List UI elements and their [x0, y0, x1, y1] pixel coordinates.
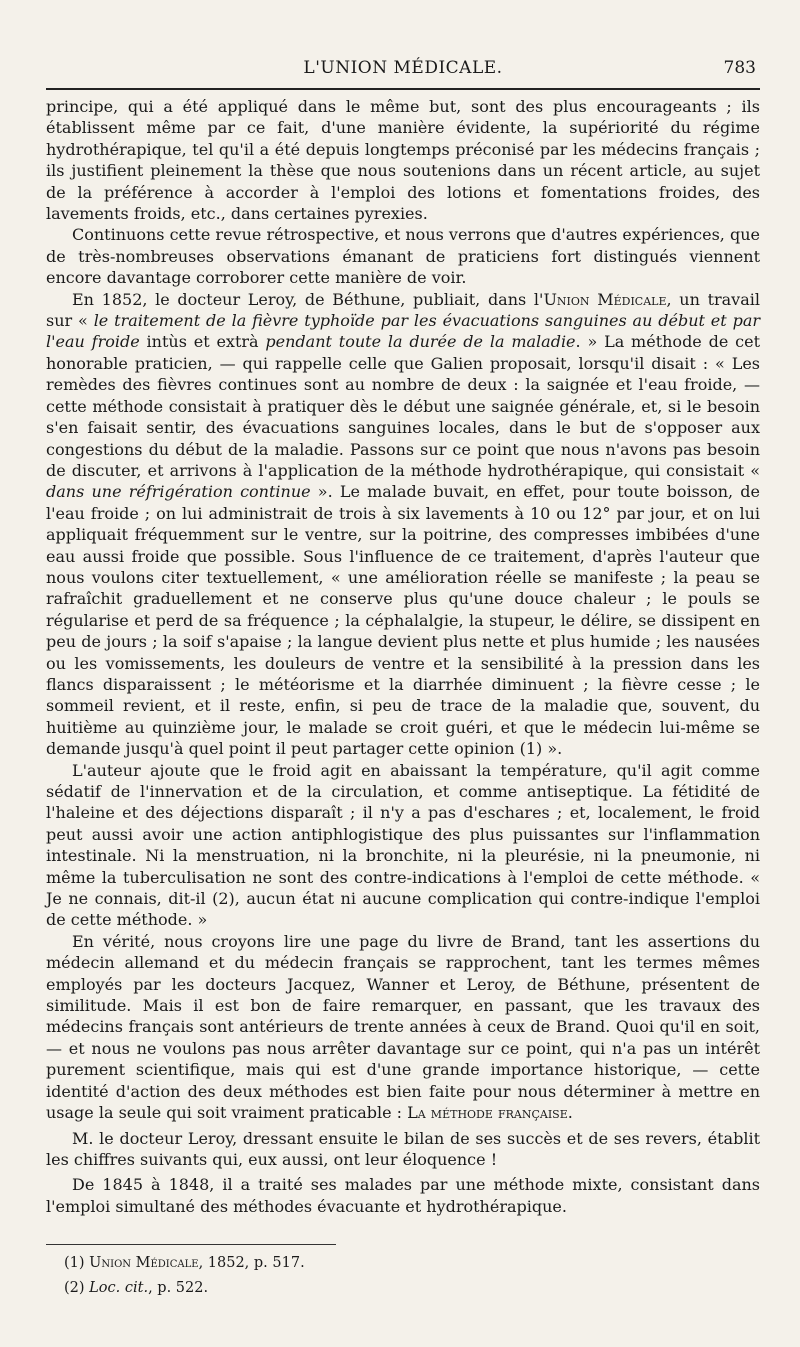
- paragraph: [46, 931, 760, 1124]
- text-segment: ». Le malade buvait, en effet, pour toute boisson, de l'eau froide ; on lui administrait de trois à six lavements à 10 ou 12° par jour, et on lui appliquait fréquemment sur le ventre, sur la poitrine, des compresses imbibées d'une eau aussi froide que possible. Sous l'influence de ce traitement, d'après l'auteur que nous voulons citer textuellement, « une amélioration réelle se manifeste ; la peau se rafraîchit graduellement et ne conserve plus qu'une douce chaleur ; le pouls se régularise et perd de sa fréquence ; la céphalalgie, la stupeur, le délire, se dissipent en peu de jours ; la soif s'apaise ; la langue devient plus nette et plus humide ; les nausées ou les vomissements, les douleurs de ventre et la sensibilité à la pression dans les flancs disparaissent ; le météorisme et la diarrhée diminuent ; la fièvre cesse ; le sommeil revient, et il reste, enfin, si peu de trace de la maladie que, souvent, du huitième au quinzième jour, le malade se croit guéri, et que le médecin lui-même se demande jusqu'à quel point il peut partager cette opinion (1) ».: [46, 482, 761, 759]
- footnote-list: [46, 1251, 760, 1301]
- text-segment: , 1852, p. 517.: [198, 1255, 305, 1271]
- text-segment: M. le docteur Leroy, dressant ensuite le bilan de ses succès et de ses revers, établit les chiffres suivants qui, eux aussi, ont leur éloquence !: [46, 1128, 760, 1169]
- footnotes: [46, 1244, 760, 1301]
- text-segment: En 1852, le docteur Leroy, de Béthune, publiait, dans l': [72, 289, 544, 309]
- text-segment: Union Médicale: [543, 289, 667, 309]
- journal-title: L'UNION MÉDICALE.: [303, 58, 503, 78]
- paragraph: [46, 96, 760, 224]
- text-segment: De 1845 à 1848, il a traité ses malades par une méthode mixte, consistant dans l'emploi simultané des méthodes évacuante et hydrothérapique.: [46, 1175, 760, 1216]
- paragraph: [46, 1128, 760, 1171]
- footnote: [64, 1251, 760, 1276]
- text-segment: dans une réfrigération continue: [46, 482, 311, 502]
- text-segment: , p. 522.: [148, 1280, 209, 1296]
- text-segment: L'auteur ajoute que le froid agit en abaissant la température, qu'il agit comme sédatif de l'innervation et de la circulation, et comme antiseptique. La fétidité de l'haleine et des déjections disparaît ; il n'y a pas d'eschares ; et, localement, le froid peut aussi avoir une action antiphlogistique des plus puissantes sur l'inflammation intestinale. Ni la menstruation, ni la bronchite, ni la pleurésie, ni la pneumonie, ni même la tuberculisation ne sont des contre-indications à l'emploi de cette méthode. « Je ne connais, dit-il (2), aucun état ni aucune complication qui contre-indique l'emploi de cette méthode. »: [46, 760, 760, 930]
- text-segment: Loc. cit.: [89, 1280, 149, 1296]
- header-rule: [46, 88, 760, 90]
- text-segment: Continuons cette revue rétrospective, et nous verrons que d'autres expériences, que de très-nombreuses observations émanant de praticiens fort distingués viennent encore davantage corroborer cette manière de voir.: [46, 225, 760, 288]
- paragraph: [46, 224, 760, 288]
- paragraph: [46, 760, 760, 931]
- running-header: [46, 56, 760, 86]
- text-segment: La méthode française: [407, 1103, 568, 1123]
- text-segment: pendant toute la durée de la maladie: [265, 332, 576, 352]
- paragraph: [46, 289, 760, 760]
- text-segment: le traitement de la fièvre typhoïde par les évacuations sanguines au début et par l'eau froide: [46, 311, 761, 352]
- text-segment: (1): [64, 1255, 90, 1271]
- footnote-rule: [46, 1244, 336, 1245]
- paragraph: [46, 1174, 760, 1217]
- text-segment: . » La méthode de cet honorable praticien, — qui rappelle celle que Galien proposait, lorsqu'il disait : « Les remèdes des fièvres continues sont au nombre de deux : la saignée et l'eau froide, — cette méthode consistait à pratiquer dès le début une saignée générale, et, si le besoin s'en faisait sentir, des évacuations sanguines locales, dans le but de s'opposer aux congestions du début de la maladie. Passons sur ce point que nous n'avons pas besoin de discuter, et arrivons à l'application de la méthode hydrothérapique, qui consistait «: [46, 332, 761, 480]
- text-segment: intùs et extrà: [139, 332, 266, 352]
- text-segment: principe, qui a été appliqué dans le même but, sont des plus encourageants ; ils établissent même par ce fait, d'une manière évidente, la supériorité du régime hydrothérapique, tel qu'il a été depuis longtemps préconisé par les médecins français ; ils justifient pleinement la thèse que nous soutenions dans un récent article, au sujet de la préférence à accorder à l'emploi des lotions et fomentations froides, des lavements froids, etc., dans certaines pyrexies.: [46, 97, 760, 224]
- text-segment: .: [567, 1103, 573, 1123]
- page-number: 783: [723, 58, 756, 78]
- text-segment: (2): [64, 1280, 90, 1296]
- text-segment: En vérité, nous croyons lire une page du livre de Brand, tant les assertions du médecin allemand et du médecin français se rapprochent, tant les termes mêmes employés par les docteurs Jacquez, Wanner et Leroy, de Béthune, présentent de similitude. Mais il est bon de faire remarquer, en passant, que les travaux des médecins français sont antérieurs de trente années à ceux de Brand. Quoi qu'il en soit, — et nous ne voulons pas nous arrêter davantage sur ce point, qui n'a pas un intérêt purement scientifique, mais qui est d'une grande importance historique, — cette identité d'action des deux méthodes est bien faite pour nous déterminer à mettre en usage la seule qui soit vraiment praticable :: [46, 931, 760, 1123]
- body-text: [46, 96, 760, 1217]
- text-segment: , un travail sur «: [46, 289, 760, 331]
- text-segment: Union Médicale: [89, 1255, 199, 1271]
- footnote: [64, 1276, 760, 1301]
